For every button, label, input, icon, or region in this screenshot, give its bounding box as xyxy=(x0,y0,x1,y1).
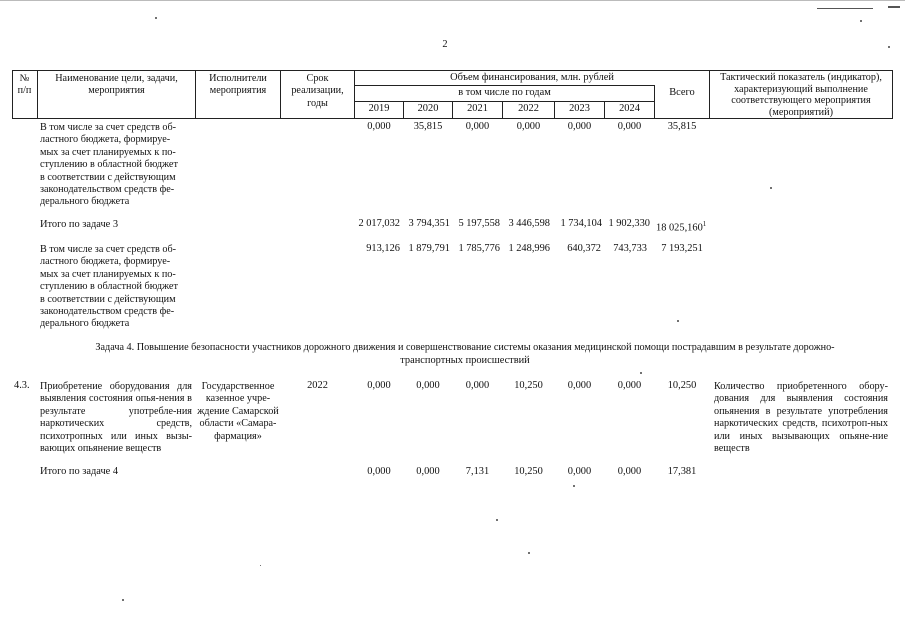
value-2019: 0,000 xyxy=(367,121,391,132)
corner-mark-2 xyxy=(888,6,900,8)
value-2020: 0,000 xyxy=(416,466,440,477)
value-total: 10,250 xyxy=(667,380,697,391)
year-2019: 2019 xyxy=(368,103,390,114)
item-term: 2022 xyxy=(307,380,328,391)
value-2021: 7,131 xyxy=(465,466,490,477)
value-2023: 0,000 xyxy=(567,380,592,391)
row-name: В том числе за счет средств об- ластного бюджета, формируе- мых за счет планируемых к по- ступлению в областной бюджет в соответствии с действующим законодательством средств фе- дерального бюджета xyxy=(40,122,178,208)
row-name: Итого по задаче 3 xyxy=(40,219,119,230)
scan-speck xyxy=(155,17,157,19)
scan-speck xyxy=(260,565,261,566)
task-4-title-line1: Задача 4. Повышение безопасности участников дорожного движения и совершенствование системы оказания медицинской помощи пострадавшим в результате дорожно- xyxy=(95,342,835,353)
value-2020: 0,000 xyxy=(416,380,440,391)
value-2021: 5 197,558 xyxy=(458,218,500,229)
scan-speck xyxy=(122,599,124,601)
value-2024: 0,000 xyxy=(617,466,642,477)
value-2024: 1 902,330 xyxy=(608,218,650,229)
value-total: 7 193,251 xyxy=(661,243,703,254)
scan-speck xyxy=(496,519,498,521)
row-name: В том числе за счет средств об- ластного бюджета, формируе- мых за счет планируемых к по- ступлению в областной бюджет в соответствии с действующим законодательством средств фе- дерального бюджета xyxy=(40,244,178,330)
value-2021: 0,000 xyxy=(465,380,490,391)
value-2020: 3 794,351 xyxy=(408,218,450,229)
value-2021: 0,000 xyxy=(465,121,490,132)
value-2024: 0,000 xyxy=(617,380,642,391)
year-2022: 2022 xyxy=(518,103,539,114)
total-value: 18 025,160 xyxy=(656,222,703,234)
value-2024: 0,000 xyxy=(617,121,642,132)
value-2019: 0,000 xyxy=(367,380,391,391)
value-2020: 1 879,791 xyxy=(408,243,450,254)
year-2024: 2024 xyxy=(619,103,640,114)
scan-speck xyxy=(677,320,679,322)
value-2022: 0,000 xyxy=(516,121,541,132)
year-2023: 2023 xyxy=(569,103,590,114)
value-2023: 1 734,104 xyxy=(560,218,602,229)
item-number: 4.3. xyxy=(14,380,30,391)
value-total: 35,815 xyxy=(667,121,697,132)
item-name: Приобретение оборудования для выявления состояния опья-нения в результате употребле-ния наркотических средств, психотропных или иных вызы-вающих опьянение веществ xyxy=(40,381,192,455)
header-term: Срок реализации, годы xyxy=(291,73,344,109)
corner-mark xyxy=(817,8,873,9)
value-2023: 0,000 xyxy=(567,121,592,132)
value-2022: 10,250 xyxy=(514,466,543,477)
value-2019: 913,126 xyxy=(366,243,400,254)
item-executor: Государственное казенное учре- ждение Самарской области «Самара- фармация» xyxy=(197,381,279,442)
value-2019: 2 017,032 xyxy=(358,218,400,229)
header-total: Всего xyxy=(669,87,695,98)
scan-speck xyxy=(640,372,642,374)
scan-speck xyxy=(770,187,772,189)
header-financing: Объем финансирования, млн. рублей xyxy=(450,72,614,83)
value-total: 17,381 xyxy=(667,466,697,477)
value-total xyxy=(656,218,706,235)
value-2022: 1 248,996 xyxy=(508,243,550,254)
header-name: Наименование цели, задачи, мероприятия xyxy=(55,73,178,97)
value-2022: 10,250 xyxy=(514,380,543,391)
scan-speck xyxy=(528,552,530,554)
page-number: 2 xyxy=(442,39,448,50)
year-2021: 2021 xyxy=(467,103,488,114)
value-2023: 640,372 xyxy=(567,243,601,254)
row-name: Итого по задаче 4 xyxy=(40,466,119,477)
value-2021: 1 785,776 xyxy=(458,243,500,254)
value-2022: 3 446,598 xyxy=(508,218,550,229)
scan-speck xyxy=(888,46,890,48)
task-4-title-line2: транспортных происшествий xyxy=(400,355,530,366)
header-executors: Исполнители мероприятия xyxy=(209,73,267,97)
value-2023: 0,000 xyxy=(567,466,592,477)
scan-speck xyxy=(573,485,575,487)
item-indicator: Количество приобретенного обору-дования для выявления состояния опьянения в результате употребления наркотических средств, психотроп-ных или иных вызывающих опьяне-ние веществ xyxy=(714,381,888,455)
header-num: № п/п xyxy=(17,73,32,97)
header-by-years: в том числе по годам xyxy=(458,87,551,98)
value-2024: 743,733 xyxy=(613,243,647,254)
value-2020: 35,815 xyxy=(413,121,443,132)
scan-speck xyxy=(860,20,862,22)
footnote-mark: 1 xyxy=(702,220,707,228)
value-2019: 0,000 xyxy=(367,466,391,477)
year-2020: 2020 xyxy=(417,103,439,114)
header-indicator: Тактический показатель (индикатор), характеризующий выполнение соответствующего мероприятия (мероприятий) xyxy=(720,72,882,118)
top-edge-line xyxy=(0,0,905,1)
